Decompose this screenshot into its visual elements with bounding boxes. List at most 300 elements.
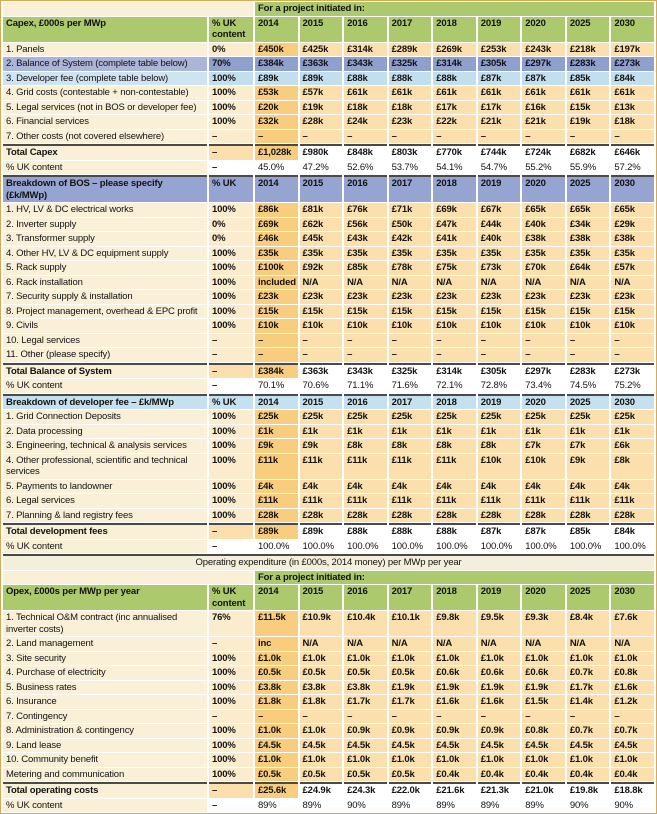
year-header-2020: 2020 (522, 585, 565, 610)
bos-row (3, 276, 654, 290)
value-cell-2014: £4k (255, 480, 298, 494)
uk-content-cell: 100% (209, 480, 253, 494)
total-value-cell-2025: £19.8k (567, 782, 610, 798)
value-cell-2017: £10k (389, 319, 432, 333)
bos-row (3, 261, 654, 275)
opex-row (3, 681, 654, 695)
total-value-cell-2015: £89k (300, 523, 343, 539)
year-header-2019: 2019 (478, 17, 521, 42)
value-cell-2030: – (611, 348, 654, 362)
uk-pct-cell-2016: 100.0% (344, 540, 387, 554)
value-cell-2014: £3.8k (255, 681, 298, 695)
value-cell-2025: £0.7k (567, 724, 610, 738)
value-cell-2017: £1.0k (389, 652, 432, 666)
uk-content-cell: – (209, 710, 253, 724)
value-cell-2019: £1.6k (478, 695, 521, 709)
value-cell-2015: £45k (300, 232, 343, 246)
total-value-cell-2018: £21.6k (433, 782, 476, 798)
devfee-uk-content-row (3, 540, 654, 554)
value-cell-2020: £1.9k (522, 681, 565, 695)
value-cell-2030: £0.4k (611, 768, 654, 782)
total-value-cell-2014: £384k (255, 363, 298, 379)
value-cell-2019: £25k (478, 410, 521, 424)
row-label: 3. Transformer supply (3, 232, 207, 246)
opex-row (3, 768, 654, 782)
value-cell-2014: £1k (255, 425, 298, 439)
value-cell-2030: – (611, 334, 654, 348)
value-cell-2018: £4k (433, 480, 476, 494)
project-initiated-label: For a project initiated in: (255, 2, 654, 16)
uk-pct-cell-2025: 90% (567, 799, 610, 813)
value-cell-2018: £4.5k (433, 739, 476, 753)
value-cell-2017: £0.5k (389, 666, 432, 680)
value-cell-2014: £9k (255, 439, 298, 453)
value-cell-2025: – (567, 334, 610, 348)
uk-content-cell: 0% (209, 43, 253, 57)
row-label: 10. Legal services (3, 334, 207, 348)
value-cell-2019: £1.0k (478, 753, 521, 767)
value-cell-2017: – (389, 710, 432, 724)
value-cell-2014: £46k (255, 232, 298, 246)
value-cell-2019: £1.9k (478, 681, 521, 695)
value-cell-2025: £218k (567, 43, 610, 57)
value-cell-2017: £35k (389, 247, 432, 261)
row-label: 2. Land management (3, 637, 207, 651)
value-cell-2015: £0.5k (300, 768, 343, 782)
bos-row (3, 203, 654, 217)
bos-row (3, 334, 654, 348)
value-cell-2014: – (255, 130, 298, 144)
value-cell-2015: £11k (300, 494, 343, 508)
value-cell-2017: £11k (389, 454, 432, 479)
bos-row (3, 232, 654, 246)
value-cell-2020: £10k (522, 454, 565, 479)
section-title: Breakdown of developer fee – £k/MWp (3, 394, 207, 410)
uk-content-cell: 100% (209, 454, 253, 479)
value-cell-2025: – (567, 710, 610, 724)
value-cell-2018: – (433, 348, 476, 362)
uk-pct-cell-2019: 72.8% (478, 379, 521, 393)
value-cell-2030: N/A (611, 276, 654, 290)
uk-content-cell: 100% (209, 203, 253, 217)
devfee-row (3, 439, 654, 453)
value-cell-2015: £1.0k (300, 724, 343, 738)
total-value-cell-2025: £682k (567, 144, 610, 160)
value-cell-2025: £65k (567, 203, 610, 217)
row-label: 11. Other (please specify) (3, 348, 207, 362)
capex-row (3, 86, 654, 100)
value-cell-2025: £23k (567, 290, 610, 304)
value-cell-2025: £15k (567, 305, 610, 319)
value-cell-2019: £4.5k (478, 739, 521, 753)
value-cell-2015: £1.0k (300, 753, 343, 767)
solar-cost-table (1, 1, 656, 813)
value-cell-2017: £23k (389, 115, 432, 129)
value-cell-2020: £0.8k (522, 724, 565, 738)
value-cell-2016: £61k (344, 86, 387, 100)
year-header-2015: 2015 (300, 585, 343, 610)
value-cell-2014: £0.5k (255, 666, 298, 680)
value-cell-2014: £0.5k (255, 768, 298, 782)
value-cell-2016: £18k (344, 101, 387, 115)
devfee-row (3, 454, 654, 479)
total-value-cell-2016: £88k (344, 523, 387, 539)
year-header-2014: 2014 (255, 17, 298, 42)
uk-content-cell: – (209, 130, 253, 144)
value-cell-2030: £8k (611, 454, 654, 479)
value-cell-2015: £35k (300, 247, 343, 261)
value-cell-2014: £11k (255, 454, 298, 479)
value-cell-2020: £16k (522, 101, 565, 115)
uk-pct-cell-2019: 54.7% (478, 161, 521, 175)
value-cell-2025: £25k (567, 410, 610, 424)
total-value-cell-2019: £21.3k (478, 782, 521, 798)
value-cell-2017: – (389, 348, 432, 362)
value-cell-2025: £4.5k (567, 739, 610, 753)
value-cell-2015: £62k (300, 218, 343, 232)
year-header-2030: 2030 (611, 585, 654, 610)
value-cell-2020: – (522, 130, 565, 144)
uk-pct-cell-2014: 70.1% (255, 379, 298, 393)
value-cell-2016: £25k (344, 410, 387, 424)
row-label: 6. Financial services (3, 115, 207, 129)
bos-row (3, 247, 654, 261)
value-cell-2019: £21k (478, 115, 521, 129)
year-header-2020: 2020 (522, 17, 565, 42)
value-cell-2019: £11k (478, 494, 521, 508)
year-header-2014: 2014 (255, 585, 298, 610)
uk-content-header: % UK (209, 175, 253, 202)
value-cell-2025: £85k (567, 72, 610, 86)
value-cell-2025: £9k (567, 454, 610, 479)
year-header-2030: 2030 (611, 394, 654, 410)
opex-banner-label: Operating expenditure (in £000s, 2014 money) per MWp per year (3, 554, 654, 570)
value-cell-2020: £23k (522, 290, 565, 304)
value-cell-2030: £65k (611, 203, 654, 217)
value-cell-2020: £10k (522, 319, 565, 333)
uk-content-cell: – (209, 334, 253, 348)
uk-content-row-label: % UK content (3, 799, 207, 813)
total-value-cell-2016: £343k (344, 363, 387, 379)
value-cell-2016: £4k (344, 480, 387, 494)
value-cell-2017: £11k (389, 494, 432, 508)
value-cell-2030: £1.0k (611, 652, 654, 666)
uk-content-cell: 100% (209, 739, 253, 753)
year-header-2015: 2015 (300, 175, 343, 202)
uk-content-cell: – (209, 799, 253, 813)
total-label: Total Balance of System (3, 363, 207, 379)
uk-content-cell: 100% (209, 652, 253, 666)
devfee-row (3, 509, 654, 523)
value-cell-2018: £75k (433, 261, 476, 275)
year-header-2019: 2019 (478, 175, 521, 202)
value-cell-2016: £1.0k (344, 753, 387, 767)
value-cell-2019: £28k (478, 509, 521, 523)
total-value-cell-2020: £724k (522, 144, 565, 160)
row-label: 1. HV, LV & DC electrical works (3, 203, 207, 217)
uk-content-header: % UK (209, 394, 253, 410)
value-cell-2014: £1.0k (255, 652, 298, 666)
uk-content-cell: 100% (209, 290, 253, 304)
year-header-2025: 2025 (567, 585, 610, 610)
total-value-cell-2030: £84k (611, 523, 654, 539)
value-cell-2018: £25k (433, 410, 476, 424)
uk-pct-cell-2015: 47.2% (300, 161, 343, 175)
value-cell-2025: £1.0k (567, 753, 610, 767)
value-cell-2014: £4.5k (255, 739, 298, 753)
row-label: 4. Other HV, LV & DC equipment supply (3, 247, 207, 261)
value-cell-2016: £0.5k (344, 768, 387, 782)
value-cell-2014: £450k (255, 43, 298, 57)
value-cell-2015: – (300, 710, 343, 724)
value-cell-2020: £25k (522, 410, 565, 424)
value-cell-2030: £6k (611, 439, 654, 453)
value-cell-2018: £41k (433, 232, 476, 246)
row-label: 2. Data processing (3, 425, 207, 439)
value-cell-2014: £25k (255, 410, 298, 424)
value-cell-2017: £1.7k (389, 695, 432, 709)
value-cell-2017: £1.0k (389, 753, 432, 767)
row-label: Metering and communication (3, 768, 207, 782)
value-cell-2015: – (300, 334, 343, 348)
value-cell-2019: £61k (478, 86, 521, 100)
year-header-2016: 2016 (344, 175, 387, 202)
row-label: 10. Community benefit (3, 753, 207, 767)
year-header-2018: 2018 (433, 175, 476, 202)
value-cell-2017: £23k (389, 290, 432, 304)
value-cell-2025: £34k (567, 218, 610, 232)
section-title: Capex, £000s per MWp (3, 17, 207, 42)
uk-content-cell: 100% (209, 319, 253, 333)
uk-content-cell: – (209, 348, 253, 362)
uk-pct-cell-2014: 100.0% (255, 540, 298, 554)
uk-pct-cell-2025: 74.5% (567, 379, 610, 393)
value-cell-2019: £44k (478, 218, 521, 232)
uk-content-cell: 76% (209, 611, 253, 636)
value-cell-2016: £11k (344, 454, 387, 479)
uk-pct-cell-2025: 100.0% (567, 540, 610, 554)
uk-content-cell: 100% (209, 115, 253, 129)
value-cell-2014: inc (255, 637, 298, 651)
value-cell-2030: £15k (611, 305, 654, 319)
value-cell-2030: £61k (611, 86, 654, 100)
value-cell-2030: £35k (611, 247, 654, 261)
value-cell-2017: £28k (389, 509, 432, 523)
opex-row (3, 710, 654, 724)
row-label: 7. Other costs (not covered elsewhere) (3, 130, 207, 144)
total-value-cell-2025: £283k (567, 363, 610, 379)
capex-row (3, 130, 654, 144)
value-cell-2017: £88k (389, 72, 432, 86)
value-cell-2016: £56k (344, 218, 387, 232)
value-cell-2016: £24k (344, 115, 387, 129)
capex-band-row (3, 2, 654, 16)
total-value-cell-2017: £22.0k (389, 782, 432, 798)
value-cell-2020: £87k (522, 72, 565, 86)
value-cell-2016: £76k (344, 203, 387, 217)
value-cell-2015: £23k (300, 290, 343, 304)
year-header-2025: 2025 (567, 17, 610, 42)
value-cell-2020: £11k (522, 494, 565, 508)
uk-pct-cell-2014: 45.0% (255, 161, 298, 175)
uk-content-cell: – (209, 161, 253, 175)
uk-pct-cell-2025: 55.9% (567, 161, 610, 175)
value-cell-2017: £1k (389, 425, 432, 439)
value-cell-2015: N/A (300, 637, 343, 651)
row-label: 6. Rack installation (3, 276, 207, 290)
value-cell-2014: £23k (255, 290, 298, 304)
uk-content-cell: – (209, 379, 253, 393)
uk-pct-cell-2030: 57.2% (611, 161, 654, 175)
project-initiated-label: For a project initiated in: (255, 571, 654, 585)
year-header-2020: 2020 (522, 175, 565, 202)
uk-content-cell: 0% (209, 218, 253, 232)
value-cell-2017: £1.9k (389, 681, 432, 695)
value-cell-2017: £71k (389, 203, 432, 217)
value-cell-2018: £88k (433, 72, 476, 86)
value-cell-2030: £1.6k (611, 681, 654, 695)
value-cell-2020: £35k (522, 247, 565, 261)
value-cell-2017: N/A (389, 637, 432, 651)
value-cell-2020: £0.6k (522, 666, 565, 680)
value-cell-2014: – (255, 348, 298, 362)
uk-content-header: % UK content (209, 585, 253, 610)
value-cell-2015: £57k (300, 86, 343, 100)
value-cell-2020: £243k (522, 43, 565, 57)
value-cell-2025: £28k (567, 509, 610, 523)
value-cell-2018: £1.0k (433, 753, 476, 767)
value-cell-2017: £61k (389, 86, 432, 100)
value-cell-2014: £10k (255, 319, 298, 333)
uk-content-cell: – (209, 363, 253, 379)
row-label: 3. Engineering, technical & analysis services (3, 439, 207, 453)
value-cell-2025: £11k (567, 494, 610, 508)
value-cell-2015: £81k (300, 203, 343, 217)
total-value-cell-2020: £21.0k (522, 782, 565, 798)
row-label: 8. Project management, overhead & EPC profit (3, 305, 207, 319)
value-cell-2018: £23k (433, 290, 476, 304)
value-cell-2018: £28k (433, 509, 476, 523)
uk-content-cell: – (209, 540, 253, 554)
value-cell-2019: £23k (478, 290, 521, 304)
value-cell-2020: £40k (522, 218, 565, 232)
value-cell-2016: £10k (344, 319, 387, 333)
uk-content-cell: – (209, 523, 253, 539)
value-cell-2015: £1.8k (300, 695, 343, 709)
value-cell-2014: £20k (255, 101, 298, 115)
value-cell-2019: £87k (478, 72, 521, 86)
year-header-2014: 2014 (255, 175, 298, 202)
value-cell-2016: £0.9k (344, 724, 387, 738)
value-cell-2019: £305k (478, 57, 521, 71)
year-header-2019: 2019 (478, 585, 521, 610)
uk-content-cell: 100% (209, 439, 253, 453)
value-cell-2016: – (344, 334, 387, 348)
value-cell-2015: £11k (300, 454, 343, 479)
value-cell-2030: £1k (611, 425, 654, 439)
opex-total-row (3, 782, 654, 798)
uk-pct-cell-2030: 100.0% (611, 540, 654, 554)
year-header-2017: 2017 (389, 585, 432, 610)
value-cell-2016: – (344, 130, 387, 144)
value-cell-2030: £11k (611, 494, 654, 508)
value-cell-2025: N/A (567, 276, 610, 290)
row-label: 5. Payments to landowner (3, 480, 207, 494)
value-cell-2025: £1.4k (567, 695, 610, 709)
value-cell-2030: £29k (611, 218, 654, 232)
total-label: Total Capex (3, 144, 207, 160)
bos-uk-content-row (3, 379, 654, 393)
value-cell-2020: £9.3k (522, 611, 565, 636)
capex-uk-content-row (3, 161, 654, 175)
value-cell-2018: – (433, 710, 476, 724)
value-cell-2016: £43k (344, 232, 387, 246)
row-label: 7. Contingency (3, 710, 207, 724)
value-cell-2025: £19k (567, 115, 610, 129)
value-cell-2016: £1k (344, 425, 387, 439)
value-cell-2019: £35k (478, 247, 521, 261)
value-cell-2016: N/A (344, 637, 387, 651)
value-cell-2014: £28k (255, 509, 298, 523)
value-cell-2018: £10k (433, 319, 476, 333)
uk-pct-cell-2015: 100.0% (300, 540, 343, 554)
total-value-cell-2018: £314k (433, 363, 476, 379)
value-cell-2019: £1.0k (478, 652, 521, 666)
value-cell-2014: £86k (255, 203, 298, 217)
row-label: 5. Rack supply (3, 261, 207, 275)
value-cell-2016: £85k (344, 261, 387, 275)
total-value-cell-2014: £89k (255, 523, 298, 539)
total-value-cell-2015: £24.9k (300, 782, 343, 798)
value-cell-2025: – (567, 130, 610, 144)
uk-pct-cell-2030: 90% (611, 799, 654, 813)
row-label: 3. Site security (3, 652, 207, 666)
value-cell-2017: £50k (389, 218, 432, 232)
value-cell-2018: £314k (433, 57, 476, 71)
value-cell-2018: £22k (433, 115, 476, 129)
value-cell-2018: £11k (433, 454, 476, 479)
value-cell-2030: £273k (611, 57, 654, 71)
band-empty-cell (3, 571, 253, 585)
bos-row (3, 319, 654, 333)
value-cell-2016: £1.0k (344, 652, 387, 666)
value-cell-2025: £38k (567, 232, 610, 246)
value-cell-2014: £1.0k (255, 724, 298, 738)
uk-content-cell: 0% (209, 232, 253, 246)
value-cell-2015: £10.9k (300, 611, 343, 636)
uk-pct-cell-2017: 53.7% (389, 161, 432, 175)
value-cell-2020: £70k (522, 261, 565, 275)
uk-content-cell: 100% (209, 494, 253, 508)
value-cell-2020: £4.5k (522, 739, 565, 753)
value-cell-2014: – (255, 710, 298, 724)
value-cell-2015: £425k (300, 43, 343, 57)
value-cell-2030: £28k (611, 509, 654, 523)
value-cell-2025: £1.0k (567, 652, 610, 666)
value-cell-2017: £15k (389, 305, 432, 319)
opex-banner-row (3, 554, 654, 570)
section-title: Opex, £000s per MWp per year (3, 585, 207, 610)
value-cell-2030: – (611, 710, 654, 724)
value-cell-2020: £65k (522, 203, 565, 217)
value-cell-2030: £0.8k (611, 666, 654, 680)
value-cell-2015: £4k (300, 480, 343, 494)
value-cell-2015: £28k (300, 115, 343, 129)
uk-content-cell: 100% (209, 101, 253, 115)
value-cell-2014: £11k (255, 494, 298, 508)
uk-content-cell: 100% (209, 86, 253, 100)
year-header-2015: 2015 (300, 17, 343, 42)
